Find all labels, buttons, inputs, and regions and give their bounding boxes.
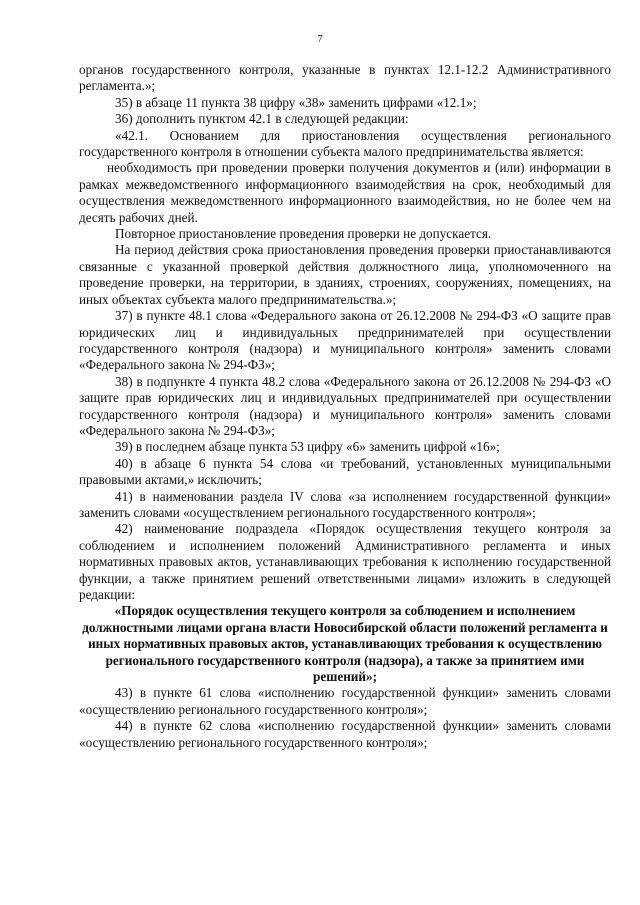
paragraph-42-1: «42.1. Основанием для приостановления осуществления регионального государственного контроля в отношении субъекта малого предпринимательства является: bbox=[79, 127, 611, 160]
paragraph-suspension-period: На период действия срока приостановления проведения проверки приостанавливаются связанные с указанной проверкой действия должностного лица, уполномоченного на проведение проверки, на территории, в зданиях, строениях, сооружениях, помещениях, на иных объектах субъекта малого предпринимательства.»; bbox=[79, 242, 611, 307]
paragraph-item-38: 38) в подпункте 4 пункта 48.2 слова «Федерального закона от 26.12.2008 № 294-ФЗ «О защите прав юридических лиц и индивидуальных предпринимателей при осуществлении государственного контроля (надзора) и муниципального контроля» заменить словами «Федерального закона № 294-ФЗ»; bbox=[79, 373, 611, 438]
paragraph-item-41: 41) в наименовании раздела IV слова «за исполнением государственной функции» заменить словами «осуществлением регионального государственного контроля»; bbox=[79, 488, 611, 520]
paragraph-item-44: 44) в пункте 62 слова «исполнению государственной функции» заменить словами «осуществлению регионального государственного контроля»; bbox=[79, 718, 611, 750]
document-body bbox=[79, 62, 611, 751]
paragraph-necessity: необходимость при проведении проверки получения документов и (или) информации в рамках межведомственного информационного взаимодействия на срок, необходимый для осуществления межведомственного информационного взаимодействия, но не более чем на десять рабочих дней. bbox=[79, 160, 611, 225]
paragraph-item-36: 36) дополнить пунктом 42.1 в следующей редакции: bbox=[115, 111, 409, 127]
paragraph-item-43: 43) в пункте 61 слова «исполнению государственной функции» заменить словами «осуществлению регионального государственного контроля»; bbox=[79, 685, 611, 717]
paragraph-continuation: органов государственного контроля, указанные в пунктах 12.1-12.2 Административного регламента.»; bbox=[79, 62, 611, 94]
paragraph-repeat-suspension: Повторное приостановление проведения проверки не допускается. bbox=[115, 226, 492, 242]
paragraph-item-39: 39) в последнем абзаце пункта 53 цифру «6» заменить цифрой «16»; bbox=[115, 439, 500, 455]
paragraph-item-37: 37) в пункте 48.1 слова «Федерального закона от 26.12.2008 № 294-ФЗ «О защите прав юридических лиц и индивидуальных предпринимателей при осуществлении государственного контроля (надзора) и муниципального контроля» заменить словами «Федерального закона № 294-ФЗ»; bbox=[79, 308, 611, 373]
paragraph-item-35: 35) в абзаце 11 пункта 38 цифру «38» заменить цифрами «12.1»; bbox=[115, 94, 477, 110]
paragraph-item-42: 42) наименование подраздела «Порядок осуществления текущего контроля за соблюдением и исполнением положений Административного регламента и иных нормативных правовых актов, устанавливающих требования к исполнению государственной функции, а также принятием решений ответственными лицами» изложить в следующей редакции: bbox=[79, 521, 611, 602]
bold-heading: «Порядок осуществления текущего контроля за соблюдением и исполнением должностными лицами органа власти Новосибирской области положений регламента и иных нормативных правовых актов, устанавливающих требования к осуществлению регионального государственного контроля (надзора), а также за принятием ими решений»; bbox=[82, 603, 608, 685]
paragraph-item-40: 40) в абзаце 6 пункта 54 слова «и требований, установленных муниципальными правовыми актами,» исключить; bbox=[79, 455, 611, 488]
page-number: 7 bbox=[317, 34, 323, 45]
